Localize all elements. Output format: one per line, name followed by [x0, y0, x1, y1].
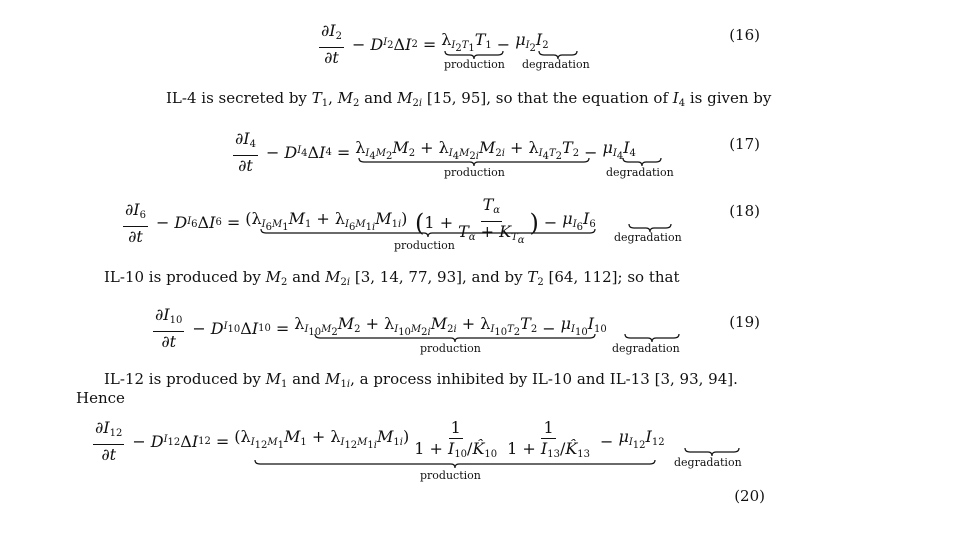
equation-number: (18)	[729, 202, 760, 220]
citation[interactable]: [3, 14, 77, 93]	[354, 268, 462, 286]
citation[interactable]: [15, 95]	[426, 89, 487, 107]
equation-18: $\frac{\partial I_6}{\partial t}$ − D $I_6$ Δ I 6 = $(\lambda_{I_6M_1}M_1 + \lambda_{I_6M_{1i}}M_{1i})$ ( 1 + $\frac{T_\alpha}{T_\alpha + K_{T_\alpha}}$ ) − $\mu_{I_6}I_6$	[120, 196, 596, 250]
partial-derivative: $\frac{\partial I_{12}}{\partial t}$	[95, 418, 123, 464]
production-label: production	[394, 239, 455, 252]
production-label: production	[420, 342, 481, 355]
production-brace	[254, 459, 656, 469]
partial-derivative: $\frac{\partial I_4}{\partial t}$	[235, 129, 256, 175]
production-label: production	[444, 166, 505, 179]
equation-16: $\frac{\partial I_2}{\partial t}$ − D $I_2$ Δ I 2 = $\lambda_{I_2T_1}T_1$ − $\mu_{I_2}I_2$	[321, 21, 549, 67]
partial-derivative: $\frac{\partial I_6}{\partial t}$	[125, 199, 146, 246]
equation-number: (20)	[734, 487, 765, 505]
paragraph-hence: Hence	[76, 389, 125, 407]
text-span: , and by	[461, 268, 523, 286]
equation-20: $\frac{\partial I_{12}}{\partial t}$ − D $I_{12}$ Δ I 12 = $(\lambda_{I_{12}M_1}M_1 + \lambda_{I_{12}M_{1i}}M_{1i})$ $\frac{1}{1 + I_{10}/K̂_{10}}$ $\frac{1}{1 + I_{13}/K̂_{13}}$ − $\mu_{I_{12}}I_{12}$	[95, 418, 665, 464]
text-span: ; so that	[617, 268, 680, 286]
degradation-label: degradation	[614, 231, 682, 244]
equation-17: $\frac{\partial I_4}{\partial t}$ − D $I_4$ Δ I 4 = $\lambda_{I_4M_2}M_2 + \lambda_{I_4M_{2i}}M_{2i} + \lambda_{I_4T_2}T_2$ − $\mu_{I_4}I_4$	[235, 129, 636, 175]
fraction: $\frac{1}{1 + I_{13}/K̂_{13}}$	[507, 418, 591, 460]
fraction: $\frac{1}{1 + I_{10}/K̂_{10}}$	[414, 418, 498, 460]
paragraph-il4: IL-4 is secreted by $T_1$, $M_2$ and $M_{2i}$ [15, 95], so that the equation of $I_4$ is given by	[166, 89, 772, 109]
citation[interactable]: [3, 93, 94].	[654, 370, 738, 388]
text-span: IL-12 is produced by	[104, 370, 261, 388]
paragraph-il12: IL-12 is produced by $M_1$ and $M_{1i}$, a process inhibited by IL-10 and IL-13 [3, 93, 94].	[104, 370, 738, 390]
text-span: IL-10 is produced by	[104, 268, 261, 286]
equation-number: (16)	[729, 26, 760, 44]
text-span: , so that the equation of	[486, 89, 668, 107]
paragraph-il10: IL-10 is produced by $M_2$ and $M_{2i}$ [3, 14, 77, 93], and by $T_2$ [64, 112]; so that	[104, 268, 680, 288]
equation-number: (17)	[729, 135, 760, 153]
degradation-label: degradation	[606, 166, 674, 179]
degradation-label: degradation	[674, 456, 742, 469]
production-label: production	[444, 58, 505, 71]
production-brace	[260, 228, 596, 238]
degradation-label: degradation	[612, 342, 680, 355]
fraction: $\frac{T_\alpha}{T_\alpha + K_{T_\alpha}}$	[458, 195, 525, 246]
equation-19: $\frac{\partial I_{10}}{\partial t}$ − D $I_{10}$ Δ I 10 = $\lambda_{I_{10}M_2}M_2 + \lambda_{I_{10}M_{2i}}M_{2i} + \lambda_{I_{10}T_2}T_2$ − $\mu_{I_{10}}I_{10}$	[155, 305, 607, 351]
partial-derivative: $\frac{\partial I_2}{\partial t}$	[321, 21, 342, 67]
equation-number: (19)	[729, 313, 760, 331]
citation[interactable]: [64, 112]	[548, 268, 618, 286]
text-span: , a process inhibited by IL-10 and IL-13	[350, 370, 650, 388]
text-span: IL-4 is secreted by	[166, 89, 307, 107]
partial-derivative: $\frac{\partial I_{10}}{\partial t}$	[155, 305, 183, 351]
production-label: production	[420, 469, 481, 482]
text-span: is given by	[685, 89, 772, 107]
degradation-label: degradation	[522, 58, 590, 71]
